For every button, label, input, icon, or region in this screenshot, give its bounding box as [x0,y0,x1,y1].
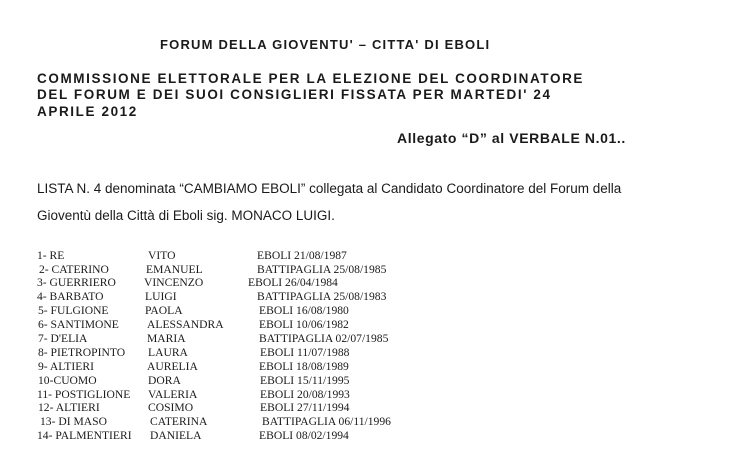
candidate-number-surname: 5- FULGIONE [38,304,109,317]
candidate-first-name: LUIGI [145,290,177,303]
candidate-first-name: VITO [148,249,176,262]
document-header-title: FORUM DELLA GIOVENTU' – CITTA' DI EBOLI [160,37,491,52]
candidate-birth-info: EBOLI 15/11/1995 [260,374,350,387]
candidate-row [0,263,742,277]
candidate-number-surname: 4- BARBATO [37,290,104,303]
candidate-number-surname: 13- DI MASO [40,415,107,428]
list-intro-line-1: LISTA N. 4 denominata “CAMBIAMO EBOLI” collegata al Candidato Coordinatore del Forum della [37,181,622,196]
candidate-number-surname: 2- CATERINO [39,263,109,276]
candidate-number-surname: 8- PIETROPINTO [38,346,126,359]
candidate-number-surname: 11- POSTIGLIONE [37,388,131,401]
candidate-number-surname: 6- SANTIMONE [38,318,119,331]
candidate-first-name: CATERINA [150,415,208,428]
candidate-first-name: COSIMO [148,401,194,414]
candidate-row [0,276,742,290]
candidate-birth-info: EBOLI 27/11/1994 [260,401,350,414]
candidate-row [0,249,742,263]
candidate-row [0,346,742,360]
commission-title-line-2: DEL FORUM E DEI SUOI CONSIGLIERI FISSATA PER MARTEDI' 24 [37,87,552,102]
candidate-birth-info: EBOLI 16/08/1980 [259,304,349,317]
candidate-row [0,304,742,318]
candidate-birth-info: BATTIPAGLIA 25/08/1983 [257,290,387,303]
candidate-row [0,360,742,374]
candidate-birth-info: EBOLI 26/04/1984 [248,276,338,289]
candidate-first-name: VALERIA [148,388,198,401]
attachment-reference: Allegato “D” al VERBALE N.01.. [397,130,626,146]
candidate-number-surname: 9- ALTIERI [38,360,94,373]
candidate-number-surname: 3- GUERRIERO [37,276,116,289]
candidate-number-surname: 14- PALMENTIERI [37,429,132,442]
candidate-first-name: PAOLA [145,304,183,317]
candidate-row [0,290,742,304]
candidate-first-name: AURELIA [147,360,198,373]
candidate-birth-info: EBOLI 18/08/1989 [259,360,349,373]
candidate-number-surname: 7- D'ELIA [38,332,88,345]
candidate-first-name: ALESSANDRA [147,318,224,331]
candidate-first-name: VINCENZO [144,276,204,289]
candidate-number-surname: 12- ALTIERI [38,401,100,414]
commission-title-line-1: COMMISSIONE ELETTORALE PER LA ELEZIONE DEL COORDINATORE [37,71,585,86]
candidate-row [0,401,742,415]
candidate-row [0,332,742,346]
candidate-row [0,415,742,429]
candidate-first-name: LAURA [148,346,188,359]
candidate-row [0,318,742,332]
candidate-first-name: DORA [148,374,181,387]
candidate-first-name: DANIELA [150,429,202,442]
candidate-birth-info: EBOLI 10/06/1982 [259,318,349,331]
candidate-birth-info: BATTIPAGLIA 02/07/1985 [259,332,389,345]
list-intro-line-2: Gioventù della Città di Eboli sig. MONACO LUIGI. [37,208,335,223]
candidate-birth-info: EBOLI 11/07/1988 [260,346,350,359]
candidate-first-name: EMANUEL [146,263,203,276]
candidate-number-surname: 1- RE [37,249,65,262]
candidate-birth-info: EBOLI 08/02/1994 [259,429,349,442]
candidate-birth-info: BATTIPAGLIA 25/08/1985 [257,263,387,276]
candidate-first-name: MARIA [147,332,186,345]
candidate-birth-info: BATTIPAGLIA 06/11/1996 [262,415,391,428]
candidate-row [0,429,742,443]
commission-title-line-3: APRILE 2012 [37,104,138,119]
candidate-birth-info: EBOLI 20/08/1993 [260,388,350,401]
candidate-row [0,388,742,402]
candidate-birth-info: EBOLI 21/08/1987 [257,249,347,262]
candidate-row [0,374,742,388]
candidate-number-surname: 10-CUOMO [38,374,97,387]
